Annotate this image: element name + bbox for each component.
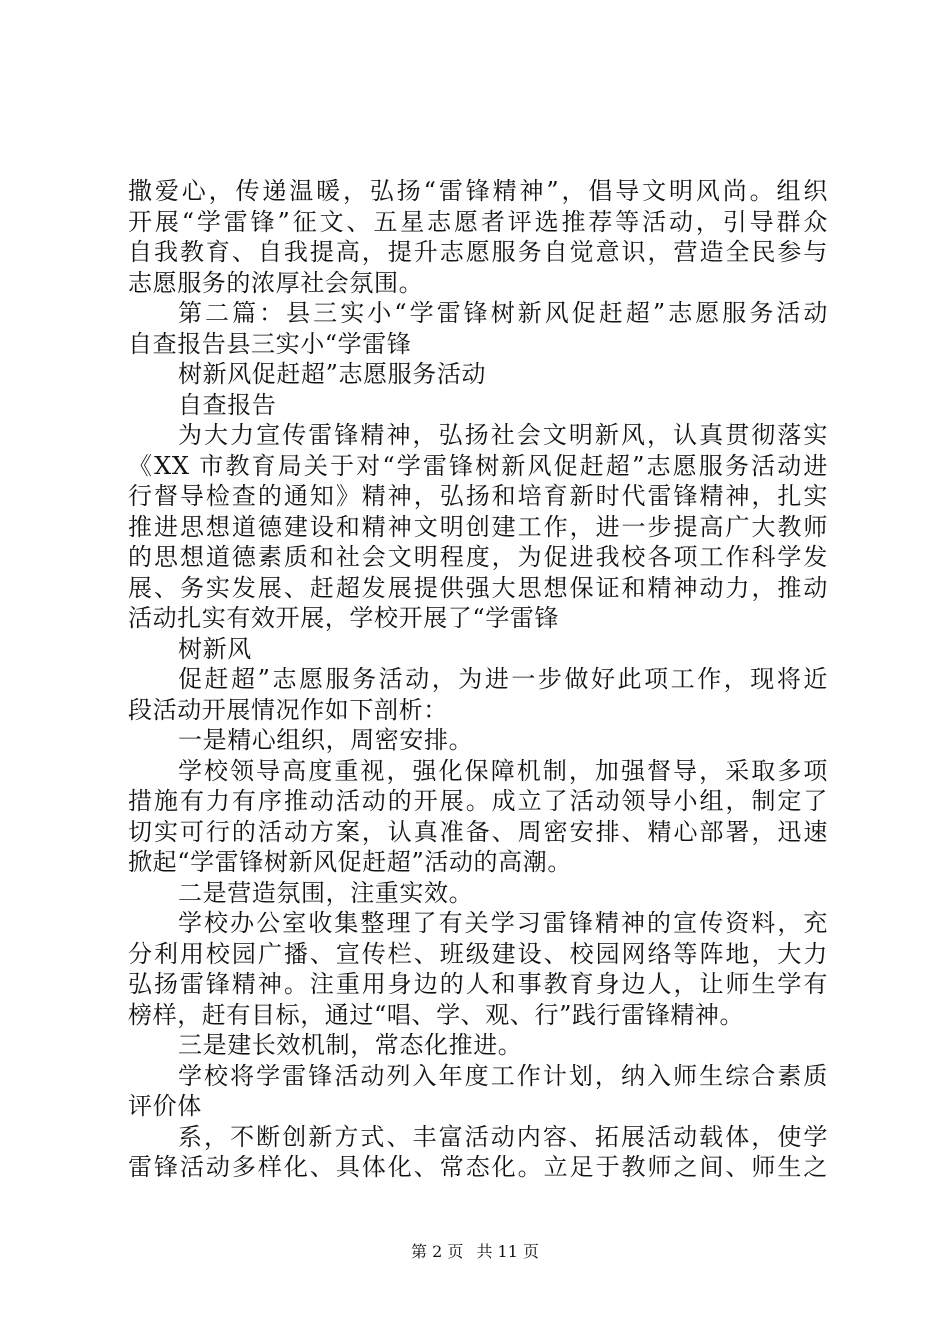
section-heading-line: 树新风促赶超”志愿服务活动	[178, 360, 487, 388]
subheading-line: 二是营造氛围，注重实效。	[178, 878, 474, 907]
text-line: 自我教育、自我提高，提升志愿服务自觉意识，营造全民参与	[128, 238, 828, 266]
text-line: 措施有力有序推动活动的开展。成立了活动领导小组，制定了	[128, 787, 828, 815]
document-body	[128, 176, 828, 1183]
text-line: 段活动开展情况作如下剖析：	[128, 695, 448, 724]
text-line: 评价体	[128, 1092, 202, 1120]
subheading-line: 三是建长效机制，常态化推进。	[178, 1031, 523, 1059]
text-line: 系，不断创新方式、丰富活动内容、拓展活动载体，使学	[178, 1122, 828, 1151]
text-line: 切实可行的活动方案，认真准备、周密安排、精心部署，迅速	[128, 817, 828, 846]
text-line: 活动扎实有效开展，学校开展了“学雷锋	[128, 604, 560, 632]
text-line: 弘扬雷锋精神。注重用身边的人和事教育身边人，让师生学有	[128, 970, 828, 998]
text-line: 学校将学雷锋活动列入年度工作计划，纳入师生综合素质	[178, 1061, 828, 1090]
text-line: 《XX 市教育局关于对“学雷锋树新风促赶超”志愿服务活动进	[128, 451, 828, 480]
text-line: 的思想道德素质和社会文明程度，为促进我校各项工作科学发	[128, 543, 828, 571]
text-line: 分利用校园广播、宣传栏、班级建设、校园网络等阵地，大力	[128, 939, 828, 968]
text-line: 为大力宣传雷锋精神，弘扬社会文明新风，认真贯彻落实	[178, 421, 828, 449]
page-footer	[0, 1242, 950, 1262]
text-line: 促赶超”志愿服务活动，为进一步做好此项工作，现将近	[178, 665, 828, 693]
section-heading-line: 自查报告县三实小“学雷锋	[128, 329, 412, 358]
section-heading-line: 自查报告	[178, 390, 277, 419]
text-line: 树新风	[178, 634, 252, 663]
text-line: 展、务实发展、赶超发展提供强大思想保证和精神动力，推动	[128, 573, 828, 602]
text-line: 学校领导高度重视，强化保障机制，加强督导，采取多项	[178, 756, 828, 785]
text-line: 开展“学雷锋”征文、五星志愿者评选推荐等活动，引导群众	[128, 207, 828, 236]
text-line: 推进思想道德建设和精神文明创建工作，进一步提高广大教师	[128, 512, 828, 541]
text-line: 掀起“学雷锋树新风促赶超”活动的高潮。	[128, 848, 572, 876]
section-heading-line: 第二篇：县三实小“学雷锋树新风促赶超”志愿服务活动	[178, 299, 828, 327]
text-line: 雷锋活动多样化、具体化、常态化。立足于教师之间、师生之	[128, 1153, 828, 1181]
subheading-line: 一是精心组织，周密安排。	[178, 726, 474, 754]
text-line: 撒爱心，传递温暖，弘扬“雷锋精神”，倡导文明风尚。组织	[128, 177, 828, 205]
page-number: 第 2 页	[411, 1242, 464, 1261]
text-line: 学校办公室收集整理了有关学习雷锋精神的宣传资料，充	[178, 909, 828, 937]
page-total: 共 11 页	[476, 1242, 539, 1261]
text-line: 榜样，赶有目标，通过“唱、学、观、行”践行雷锋精神。	[128, 1000, 745, 1029]
text-line: 志愿服务的浓厚社会氛围。	[128, 268, 424, 297]
text-line: 行督导检查的通知》精神，弘扬和培育新时代雷锋精神，扎实	[128, 482, 828, 510]
